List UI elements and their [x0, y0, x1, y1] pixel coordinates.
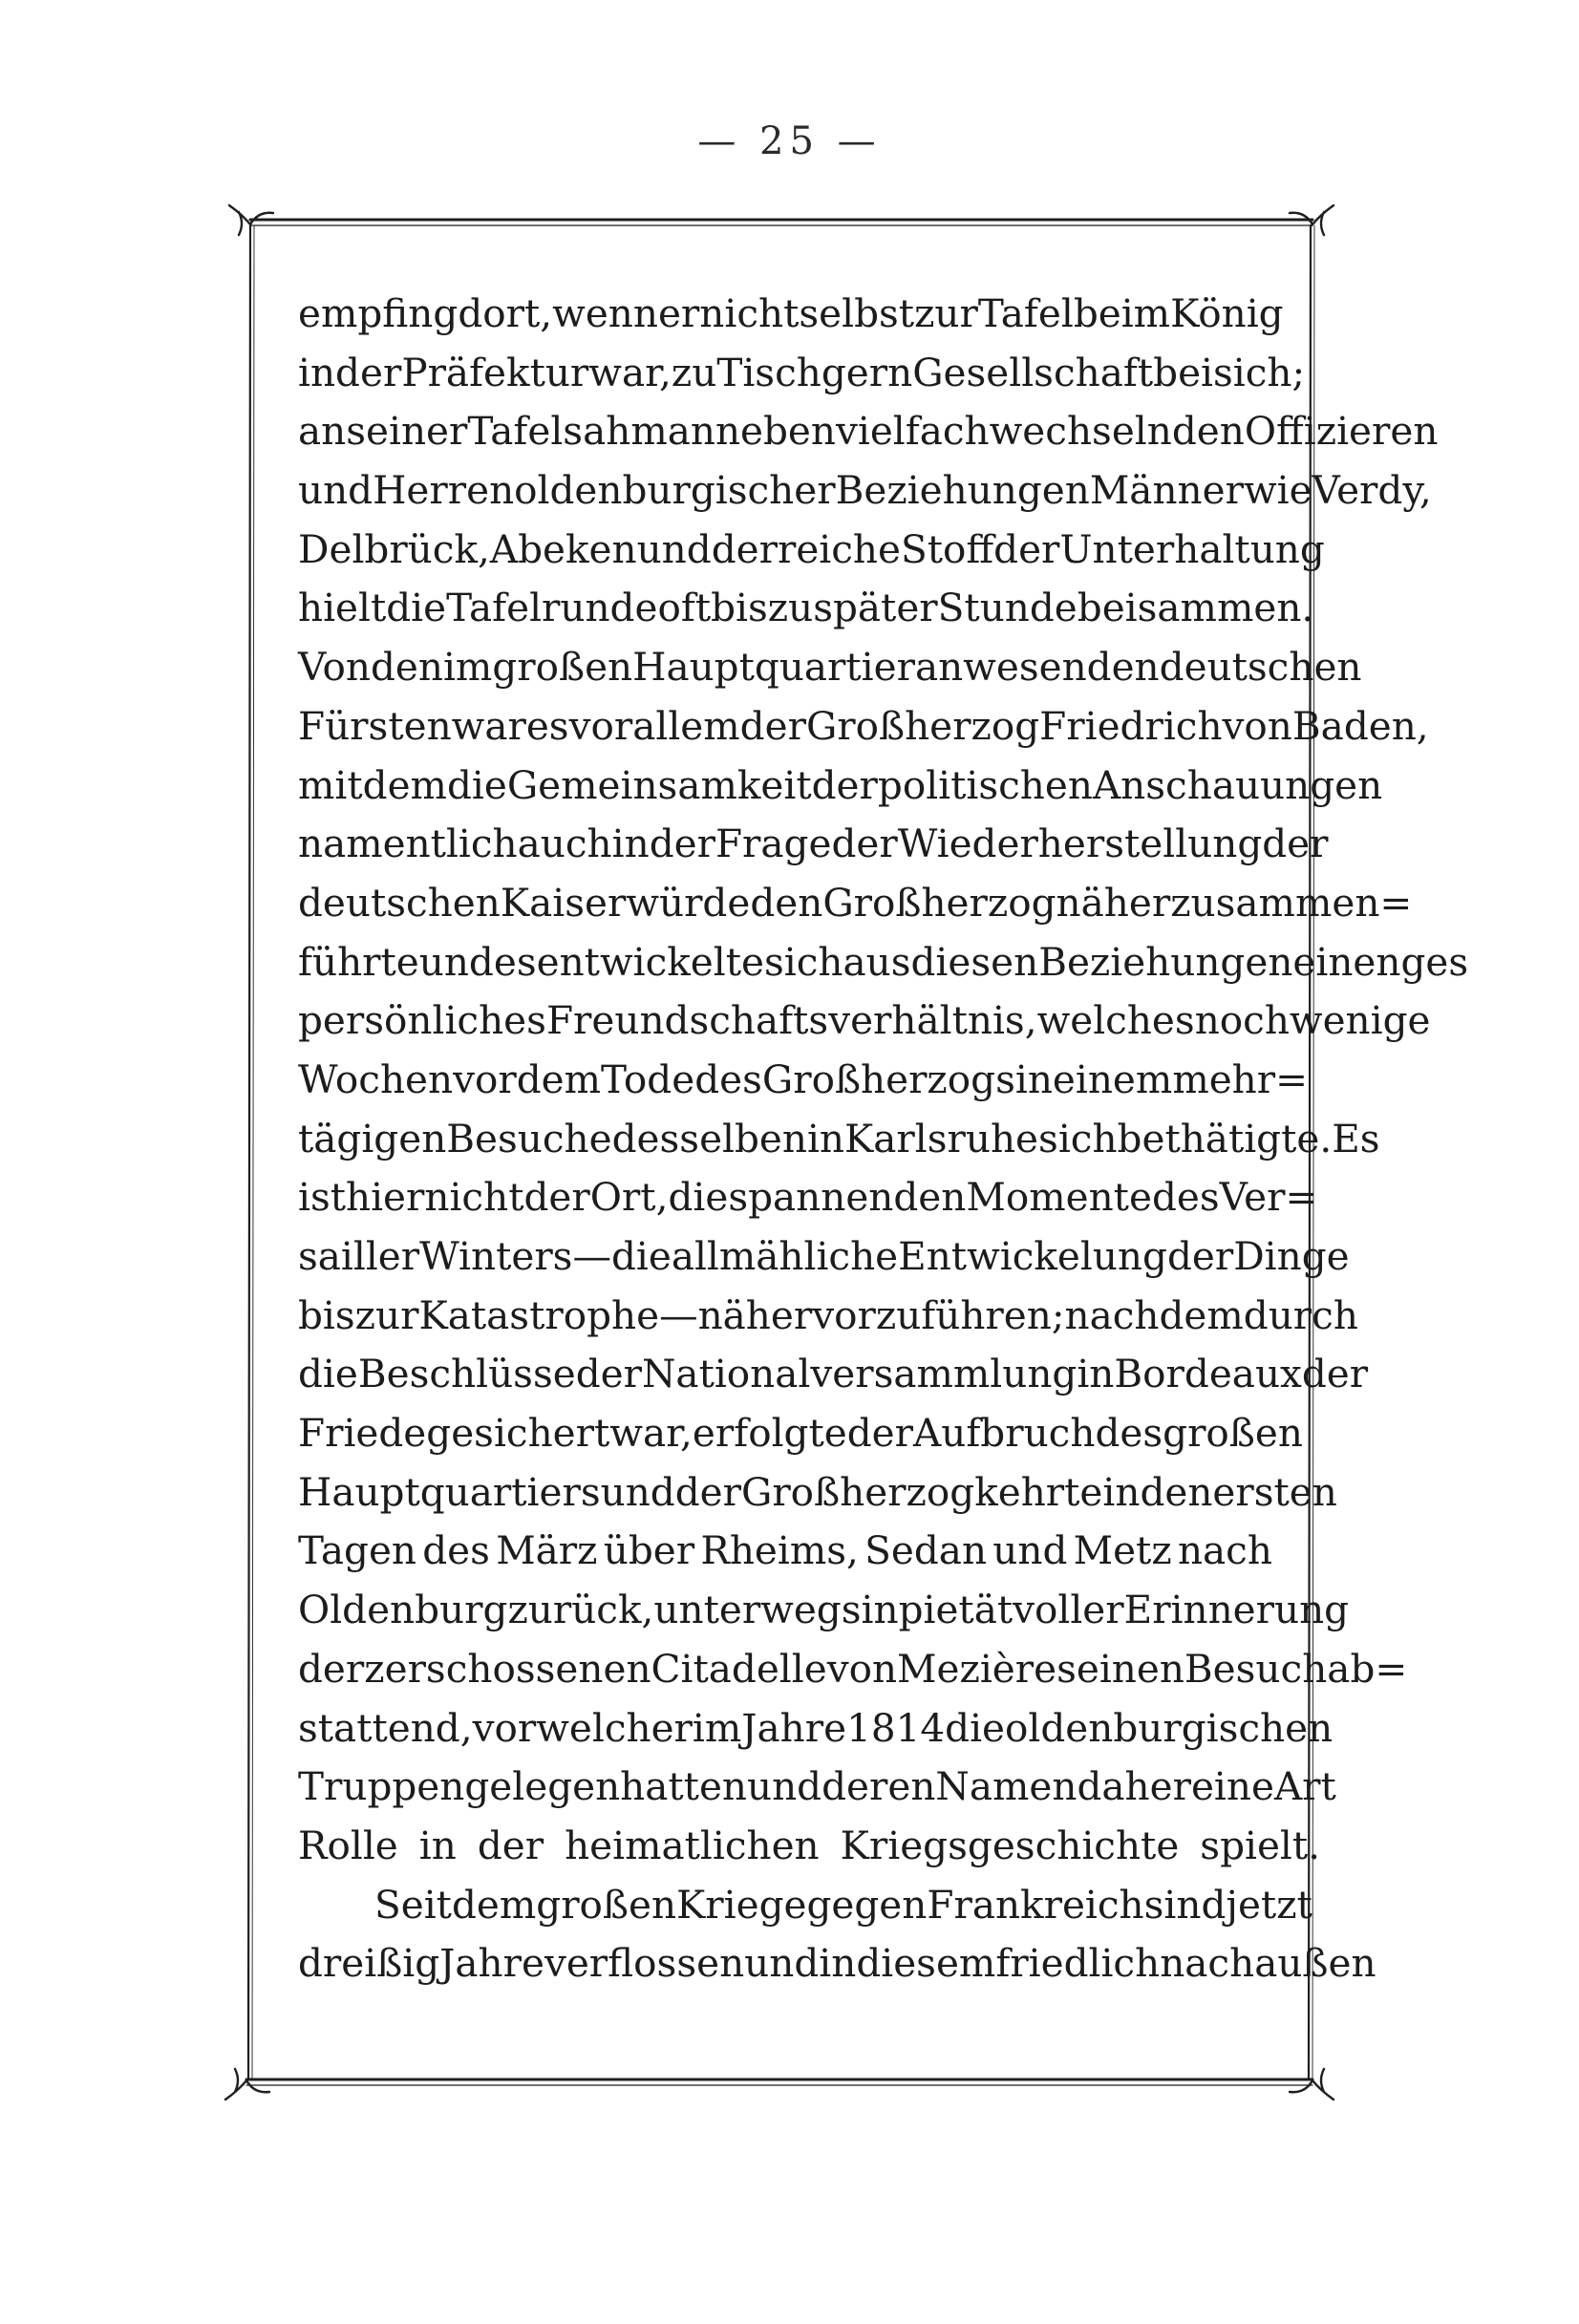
text-line: Friede gesichert war, erfolgte der Aufbruch des großen: [298, 1410, 1303, 1457]
page-header: — 25 —: [697, 119, 882, 163]
frame-corner-bottom-right: [1290, 2069, 1334, 2100]
text-line: empfing dort, wenn er nicht selbst zur Tafel beim König: [298, 290, 1284, 336]
text-line: in der Präfektur war, zu Tisch gern Gesellschaft bei sich;: [298, 349, 1306, 395]
text-line: mit dem die Gemeinsamkeit der politischen Anschauungen: [298, 761, 1383, 808]
text-line: sailler Winters — die allmähliche Entwickelung der Dinge: [298, 1233, 1350, 1279]
text-line: der zerschossenen Citadelle von Mezières einen Besuch ab=: [298, 1645, 1408, 1692]
text-line: führte und es entwickelte sich aus diesen Beziehungen ein enges: [298, 938, 1469, 985]
text-line: bis zur Katastrophe — näher vorzuführen; nachdem durch: [298, 1291, 1358, 1338]
text-line: und Herren oldenburgischer Beziehungen Männer wie Verdy,: [298, 467, 1432, 514]
text-line: dreißig Jahre verflossen und in diesem friedlich nach außen: [298, 1940, 1376, 1987]
text-line: Oldenburg zurück, unterwegs in pietätvoller Erinnerung: [298, 1587, 1350, 1633]
frame-left-rule: [248, 225, 250, 2079]
text-line: deutschen Kaiserwürde den Großherzog näher zusammen=: [298, 879, 1413, 926]
text-line: Delbrück, Abeken und der reiche Stoff der Unterhaltung: [298, 525, 1325, 572]
text-line: Rolle in der heimatlichen Kriegsgeschichte spielt.: [298, 1822, 1321, 1868]
text-line: Hauptquartiers und der Großherzog kehrte in den ersten: [298, 1468, 1337, 1515]
text-line: die Beschlüsse der Nationalversammlung in Bordeaux der: [298, 1351, 1369, 1397]
text-line: persönliches Freundschaftsverhältnis, welches noch wenige: [298, 997, 1431, 1044]
text-line: an seiner Tafel sah man neben vielfach wechselnden Offizieren: [298, 408, 1439, 455]
text-line: stattend, vor welcher im Jahre 1814 die oldenburgischen: [298, 1704, 1334, 1751]
text-line: hielt die Tafelrunde oft bis zu später Stunde beisammen.: [298, 585, 1314, 631]
text-line: tägigen Besuche desselben in Karlsruhe sich bethätigte. Es: [298, 1115, 1380, 1162]
text-line: Truppen gelegen hatten und deren Namen daher eine Art: [298, 1763, 1336, 1810]
text-line: Fürsten war es vor allem der Großherzog Friedrich von Baden,: [298, 702, 1429, 749]
text-line: Von den im großen Hauptquartier anwesenden deutschen: [298, 644, 1362, 691]
text-line: ist hier nicht der Ort, die spannenden Momente des Ver=: [298, 1174, 1318, 1221]
text-line: Tagen des März über Rheims, Sedan und Metz nach: [298, 1527, 1272, 1574]
text-line: Seit dem großen Kriege gegen Frankreich sind jetzt: [374, 1881, 1312, 1928]
body-text: [298, 285, 1469, 1994]
text-line: namentlich auch in der Frage der Wiederherstellung der: [298, 821, 1329, 867]
text-line: Wochen vor dem Tode des Großherzogs in einem mehr=: [298, 1055, 1309, 1102]
